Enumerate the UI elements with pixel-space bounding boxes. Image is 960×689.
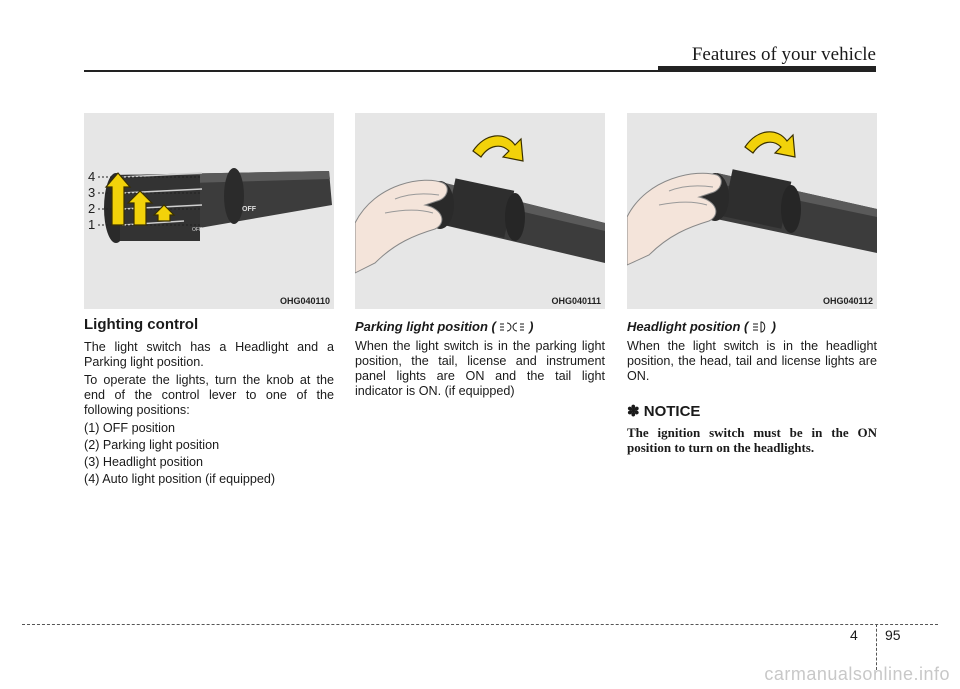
parking-light-icon xyxy=(499,321,525,336)
figure-code: OHG040112 xyxy=(822,296,873,306)
paragraph: The light switch has a Headlight and a Parking light position. xyxy=(84,340,334,369)
figure-code: OHG040110 xyxy=(279,296,330,306)
page-number: 95 xyxy=(885,627,901,643)
header-rule-accent xyxy=(658,66,876,72)
watermark: carmanualsonline.info xyxy=(764,664,950,684)
parking-light-heading xyxy=(355,319,605,336)
headlight-heading xyxy=(627,319,877,336)
svg-text:OFF: OFF xyxy=(242,206,256,213)
position-number-1: 1 xyxy=(88,217,96,232)
list-item: (1) OFF position xyxy=(84,421,175,435)
svg-text:OFF: OFF xyxy=(192,227,202,233)
list-item: (2) Parking light position xyxy=(84,438,220,452)
heading-text: Headlight position ( xyxy=(627,319,749,334)
heading-text: Parking light position ( xyxy=(355,319,496,334)
section-title: Features of your vehicle xyxy=(691,44,876,65)
paragraph: When the light switch is in the headlight position, the head, tail and license lights are ON. xyxy=(627,339,877,383)
list-item: (3) Headlight position xyxy=(84,455,204,469)
paragraph: To operate the lights, turn the knob at the end of the control lever to one of the following positions: xyxy=(84,373,334,417)
notice-title: ✽ NOTICE xyxy=(627,403,701,420)
headlight-icon xyxy=(752,321,768,336)
column-headlight xyxy=(627,315,877,455)
position-number-2: 2 xyxy=(88,201,96,216)
hand-turning-knob-illustration xyxy=(627,113,877,309)
figure-code: OHG040111 xyxy=(551,296,601,306)
position-number-4: 4 xyxy=(88,169,96,184)
heading-text: ) xyxy=(771,319,776,334)
list-item: (4) Auto light position (if equipped) xyxy=(84,472,276,486)
notice-body: The ignition switch must be in the ON position to turn on the headlights. xyxy=(627,425,877,455)
heading-text: ) xyxy=(529,319,534,334)
chapter-number: 4 xyxy=(850,627,858,643)
hand-turning-knob-illustration xyxy=(355,113,605,309)
footer-rule xyxy=(22,624,938,625)
column-parking-light xyxy=(355,315,605,402)
figure-headlight xyxy=(627,113,877,309)
position-number-3: 3 xyxy=(88,185,96,200)
paragraph: When the light switch is in the parking light position, the tail, license and instrument panel lights are ON and the tail light indicator is ON. (if equipped) xyxy=(355,339,605,398)
lighting-control-heading: Lighting control xyxy=(84,316,199,333)
figure-parking-light xyxy=(355,113,605,309)
figure-lighting-control xyxy=(84,113,334,309)
column-lighting-control xyxy=(84,315,334,489)
lever-positions-illustration xyxy=(84,113,334,309)
